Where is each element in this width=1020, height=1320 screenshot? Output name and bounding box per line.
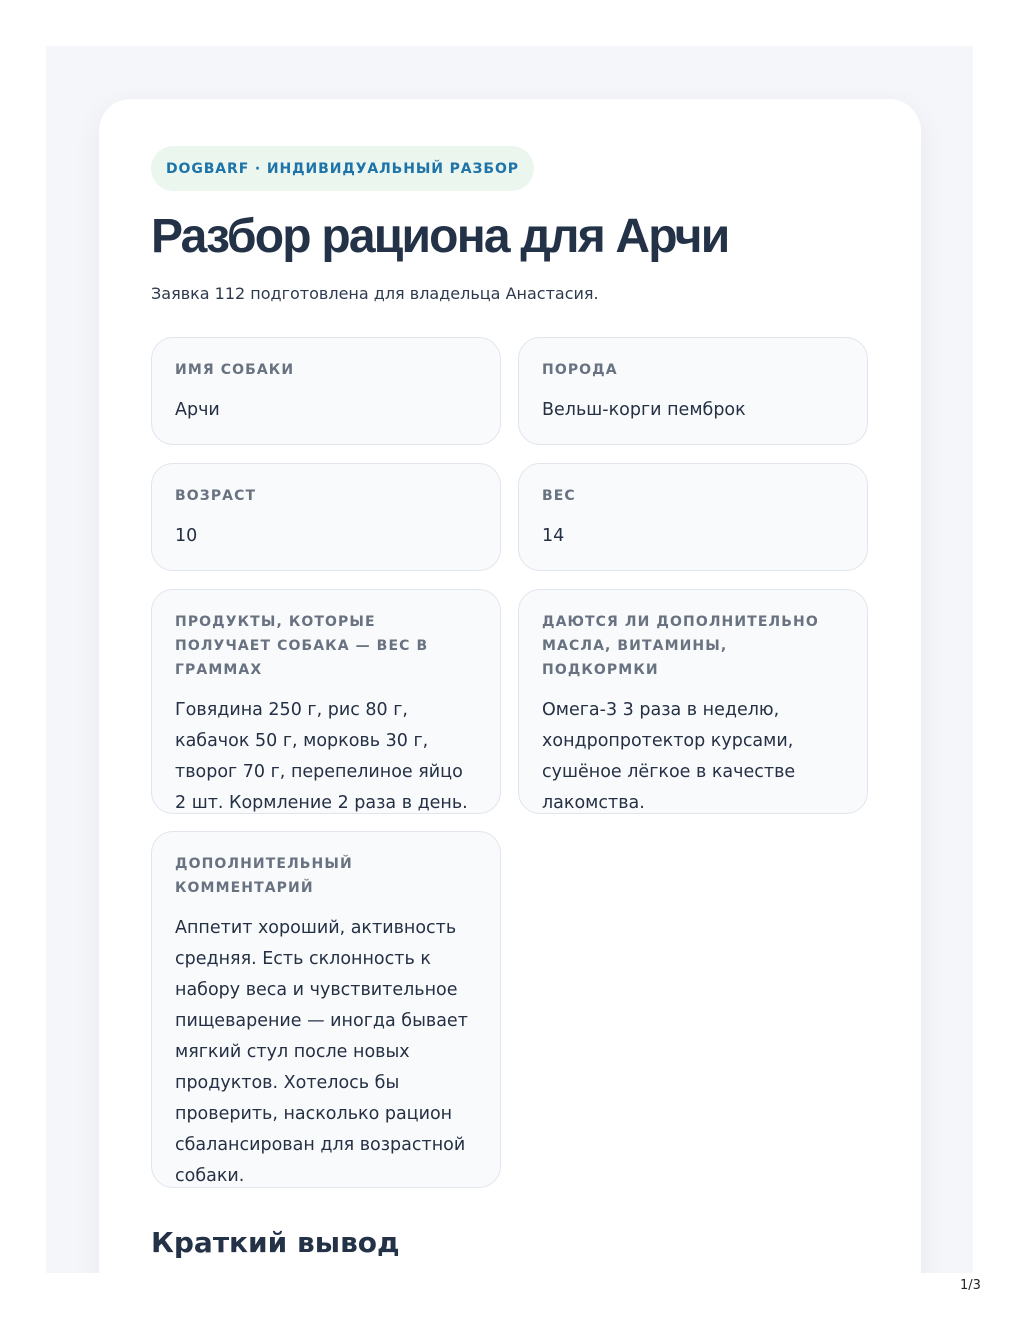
field-value: Аппетит хороший, активность средняя. Есть склонность к набору веса и чувствительное пищеварение — иногда бывает мягкий стул после новых продуктов. Хотелось бы проверить, насколько рацион сбалансирован для возрастной собаки. — [175, 918, 468, 1186]
field-value: Арчи — [175, 400, 220, 420]
field-label: ДОПОЛНИТЕЛЬНЫЙ КОММЕНТАРИЙ — [175, 856, 353, 896]
field-value: 10 — [175, 526, 198, 546]
field-label: ВОЗРАСТ — [175, 488, 257, 504]
field-label: ВЕС — [542, 488, 576, 504]
report-card — [99, 99, 921, 1273]
page-background — [46, 46, 973, 1273]
summary-heading: Краткий вывод — [151, 1226, 400, 1259]
field-breed — [518, 337, 868, 445]
field-supplements — [518, 589, 868, 814]
field-label: ДАЮТСЯ ЛИ ДОПОЛНИТЕЛЬНО МАСЛА, ВИТАМИНЫ, ПОДКОРМКИ — [542, 614, 819, 678]
field-weight — [518, 463, 868, 571]
page-number: 1/3 — [960, 1278, 981, 1293]
field-value: 14 — [542, 526, 565, 546]
field-value: Говядина 250 г, рис 80 г, кабачок 50 г, морковь 30 г, творог 70 г, перепелиное яйцо 2 шт. Кормление 2 раза в день. — [175, 700, 468, 813]
field-comment — [151, 831, 501, 1188]
field-label: ПОРОДА — [542, 362, 618, 378]
field-products — [151, 589, 501, 814]
page-title: Разбор рациона для Арчи — [151, 210, 729, 263]
field-age — [151, 463, 501, 571]
field-label: ПРОДУКТЫ, КОТОРЫЕ ПОЛУЧАЕТ СОБАКА — ВЕС В ГРАММАХ — [175, 614, 429, 678]
brand-badge: DOGBARF · ИНДИВИДУАЛЬНЫЙ РАЗБОР — [151, 146, 534, 191]
request-subtitle: Заявка 112 подготовлена для владельца Анастасия. — [151, 284, 599, 303]
field-value: Вельш-корги пемброк — [542, 400, 746, 420]
field-label: ИМЯ СОБАКИ — [175, 362, 295, 378]
field-value: Омега-3 3 раза в неделю, хондропротектор курсами, сушёное лёгкое в качестве лакомства. — [542, 700, 796, 813]
field-dog-name — [151, 337, 501, 445]
